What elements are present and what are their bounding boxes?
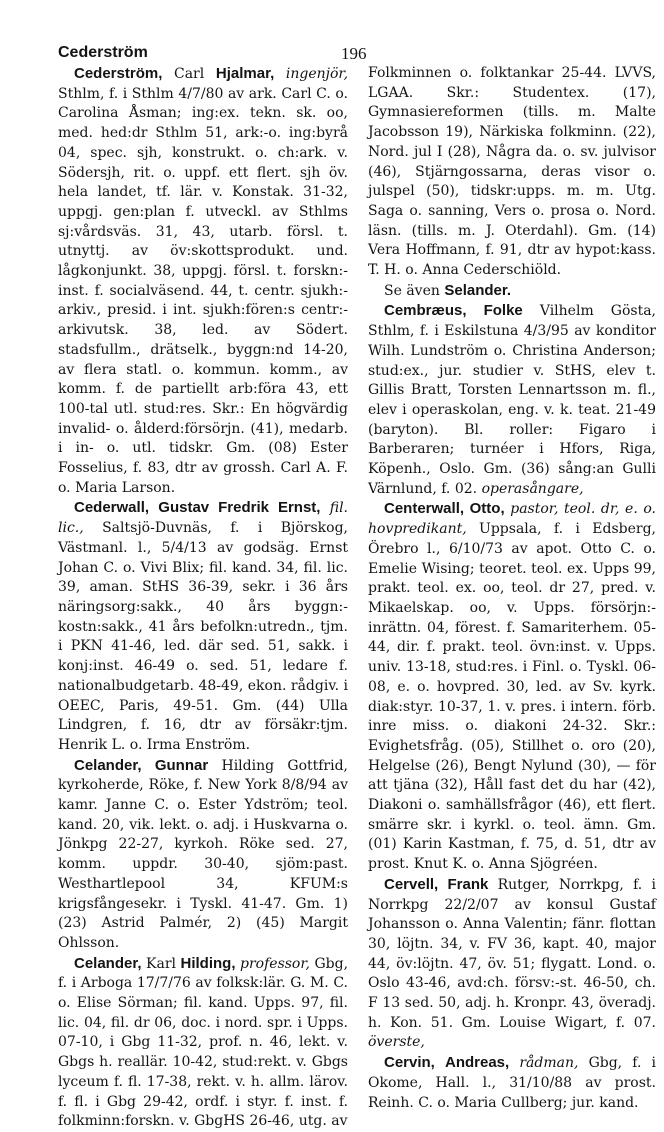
entry-given: Carl — [174, 66, 205, 82]
entry-surname: Cervell, — [384, 875, 439, 893]
entry-surname: Cervin, — [384, 1054, 435, 1072]
entry-surname: Celander, — [74, 954, 142, 972]
entry-body: Vilhelm Gösta, Sthlm, f. i Eskilstuna 4/3/95 av konditor Wilh. Lundström o. Christina Anderson; stud:ex., jur. studier v. StHS, elev t. Gillis Bratt, Torsten Lennartsson m. fl., elev i operaskolan, eng. v. k. teat. 21-49 (baryton). Bl. roller: Figaro i Barberaren; turnéer i Hfors, Riga, Köpenh., Oslo. Gm. (36) sång:an Gulli Värnlund, f. 02. — [368, 303, 656, 497]
see-also-prefix: Se även — [384, 282, 440, 299]
entry-surname: Cederström, — [74, 65, 163, 82]
entry-surname: Cembræus, — [384, 302, 467, 320]
entry-surname: Celander, — [74, 756, 142, 774]
entry-body: Sthlm, f. i Sthlm 4/7/80 av ark. Carl C. o. Carolina Åsman; ing:ex. tekn. sk. oo, med. hed:dr Sthlm 51, ark:-o. ing:byrå 04, spec. sjh, konstrukt. o. ch:ark. v. Södersjh, rit. o. uppf. ett flert. sjh öv. hela landet, tf. lär. v. Konstak. 31-32, uppgj. gen:plan f. utveckl. av Sthlms sj:vårdsväs. 31, 43, utarb. försl. t. utnyttj. av öv:skottsprodukt. und. lågkonjunkt. 38, uppgj. försl. t. forskn:-inst. f. socialväsend. 44, t. centr. sjukh:-arkiv., presid. i int. sjukh:fören:s centr:-arkivutsk. 38, led. av Södert. stadsfullm., drätselk., byggn:nd 14-20, av flera statl. o. kommun. komm., av komm. f. de partiellt arb:föra 43, ett 100-tal utl. stud:res. Skr.: En högvärdig invalid- o. ålderd:försörjn. (41), medarb. i in- o. utl. tidskr. Gm. (08) Ester Fosselius, f. 83, dtr av grossh. Carl A. F. o. Maria Larson. — [58, 85, 348, 496]
page-number: 196 — [341, 44, 367, 63]
entry-title: fil. lic., — [58, 500, 348, 537]
entry-cederwall — [58, 498, 348, 755]
entry-given: Otto, — [469, 500, 505, 518]
entry-body: Gbg, f. i Arboga 17/7/76 av folksk:lär. G. M. C. o. Elise Sörman; fil. kand. Upps. 97, fil. lic. 04, fil. dr 06, doc. i nord. spr. i Upps. 07-10, i Gbg 11-32, prof. n. 46, lekt. v. Gbgs h. reallär. 10-42, stud:rekt. v. Gbgs lyceum f. fl. 17-38, rekt. v. h. allm. lärov. f. fl. i Gbg 29-42, ordf. i styr. f. inst. f. folkminn:forskn. v. GbgHS 26-46, utg. av — [58, 955, 349, 1130]
entry-cederstrom — [58, 64, 348, 498]
entry-title: operasångare, — [481, 480, 584, 497]
right-column — [368, 64, 657, 1111]
entry-body: Gbg, f. i Okome, Hall. l., 31/10/88 av prost. Reinh. C. o. Maria Cullberg; jur. kand. — [368, 1055, 657, 1111]
entry-cembraeus — [368, 301, 656, 499]
entry-body: Uppsala, f. i Edsberg, Örebro l., 6/10/73 av apot. Otto C. o. Emelie Wising; teoret. teol. ex. Upps 99, prakt. teol. ex. oo, teol. dr 27, pred. v. Mikaelskap. oo, v. Upps. försörjn:-inrättn. 04, förest. f. Samariterhem. 05-44, dir. f. prakt. teol. övn:inst. v. Upps. univ. 13-18, stud:res. i Finl. o. Tyskl. 06-08, e. o. hovpred. 30, led. av Sv. kyrk. diak:styr. 10-37, 1. v. pres. i intern. förb. inre miss. o. diakoni 24-32. Skr.: Evighetsfråg. (05), Stillhet o. oro (20), Helgelse (26), Bengt Nylund (30), — för att tjäna (32), Håll fast det du har (42), Diakoni o. samhällsfrågor (46), ett flert. smärre skr. i kyrkl. o. teol. ämn. Gm. (01) Karin Kastman, f. 75, d. 51, dtr av prost. Knut K. o. Anna Sjögréen. — [368, 521, 656, 873]
entry-celander-gunnar — [58, 756, 348, 954]
entry-given: Gustav Fredrik Ernst, — [158, 499, 321, 517]
entry-continuation: Folkminnen o. folktankar 25-44. LVVS, LGAA. Skr.: Studentex. (17), Gymnasiereformen (tills. m. Malte Jacobsson 19), Närkiska folkminn. (22), Nord. jul I (28), Några da. o. sv. julvisor (46), Stjärngossarna, deras visor o. julspel (50), tidskr:upps. m. m. Utg. Saga o. sanning, Vers o. prosa o. Nord. läsn. (tills. m. J. Oterdahl). Gm. (14) Vera Hoffmann, f. 91, dtr av hypot:kass. T. H. o. Anna Cederschiöld. — [368, 65, 656, 279]
entry-given: Karl — [146, 955, 177, 972]
entry-given: Gunnar — [154, 756, 209, 774]
entry-body: Rutger, Norrkpg, f. i Norrkpg 22/2/07 av konsul Gustaf Johansson o. Anna Valentin; fänr. flottan 30, löjtn. 34, v. FV 36, kapt. 40, major 44, öv:löjtn. 47, öv. 51; flygatt. Lond. o. Oslo 43-46, avd:ch. försv:-st. 46-50, ch. F 13 sed. 50, adj. h. Kronpr. 43, överadj. h. Kon. 51. Gm. Louise Wigart, f. 07. — [368, 876, 657, 1031]
entry-surname: Cederwall, — [74, 499, 150, 517]
left-column — [58, 64, 349, 1130]
entry-title: professor, — [240, 955, 310, 972]
entry-title: pastor, teol. dr, e. o. hovpredikant, — [368, 501, 657, 538]
entry-surname: Centerwall, — [384, 500, 465, 518]
running-header — [58, 44, 648, 66]
entry-given: Folke — [483, 302, 523, 320]
entry-given: Frank — [447, 875, 489, 893]
entry-celander-karl — [58, 954, 348, 1132]
see-also-target: Selander. — [444, 281, 512, 299]
entry-title: överste, — [368, 1034, 425, 1051]
entry-title: ingenjör, — [285, 66, 349, 82]
entry-body: Hilding Gottfrid, kyrkoherde, Röke, f. New York 8/8/94 av kamr. Janne C. o. Ester Ydström; teol. kand. 20, vik. lekt. o. adj. i Huskvarna o. Jönkpg 22-27, kyrkoh. Röke sed. 27, komm. uppdr. 30-40, sjöm:past. Westhartlepool 34, KFUM:s krigsfångesekr. i Tyskl. 41-47. Gm. 1) (23) Astrid Palmér, 2) (45) Margit Ohlsson. — [58, 757, 349, 951]
entry-body: Saltsjö-Duvnäs, f. i Björskog, Västmanl. l., 5/4/13 av godsäg. Ernst Johan C. o. Vivi Blix; fil. kand. 34, fil. lic. 39, aman. StHS 36-39, sekr. i 36 års näringsorg:sakk., 40 års byggn:-kostn:sakk., 41 års befolkn:utredn., tjm. i PKN 41-46, led. där sed. 51, sakk. i konj:inst. 46-49 o. sed. 51, ledare f. nationalbudgetarb. 48-49, ekon. rådgiv. i OEEC, Paris, 49-51. Gm. (44) Ulla Lindgren, f. 16, dtr av försäkr:tjm. Henrik L. o. Irma Enström. — [58, 520, 348, 753]
entry-cervin — [368, 1053, 656, 1113]
see-also — [368, 281, 656, 302]
entry-given: Andreas, — [445, 1054, 510, 1072]
entry-title: rådman, — [519, 1055, 579, 1072]
running-title: Cederström — [58, 44, 148, 61]
entry-given-bold: Hjalmar, — [215, 65, 275, 82]
entry-given-bold: Hilding, — [180, 954, 236, 972]
entry-cervell — [368, 875, 656, 1053]
entry-centerwall — [368, 499, 656, 874]
